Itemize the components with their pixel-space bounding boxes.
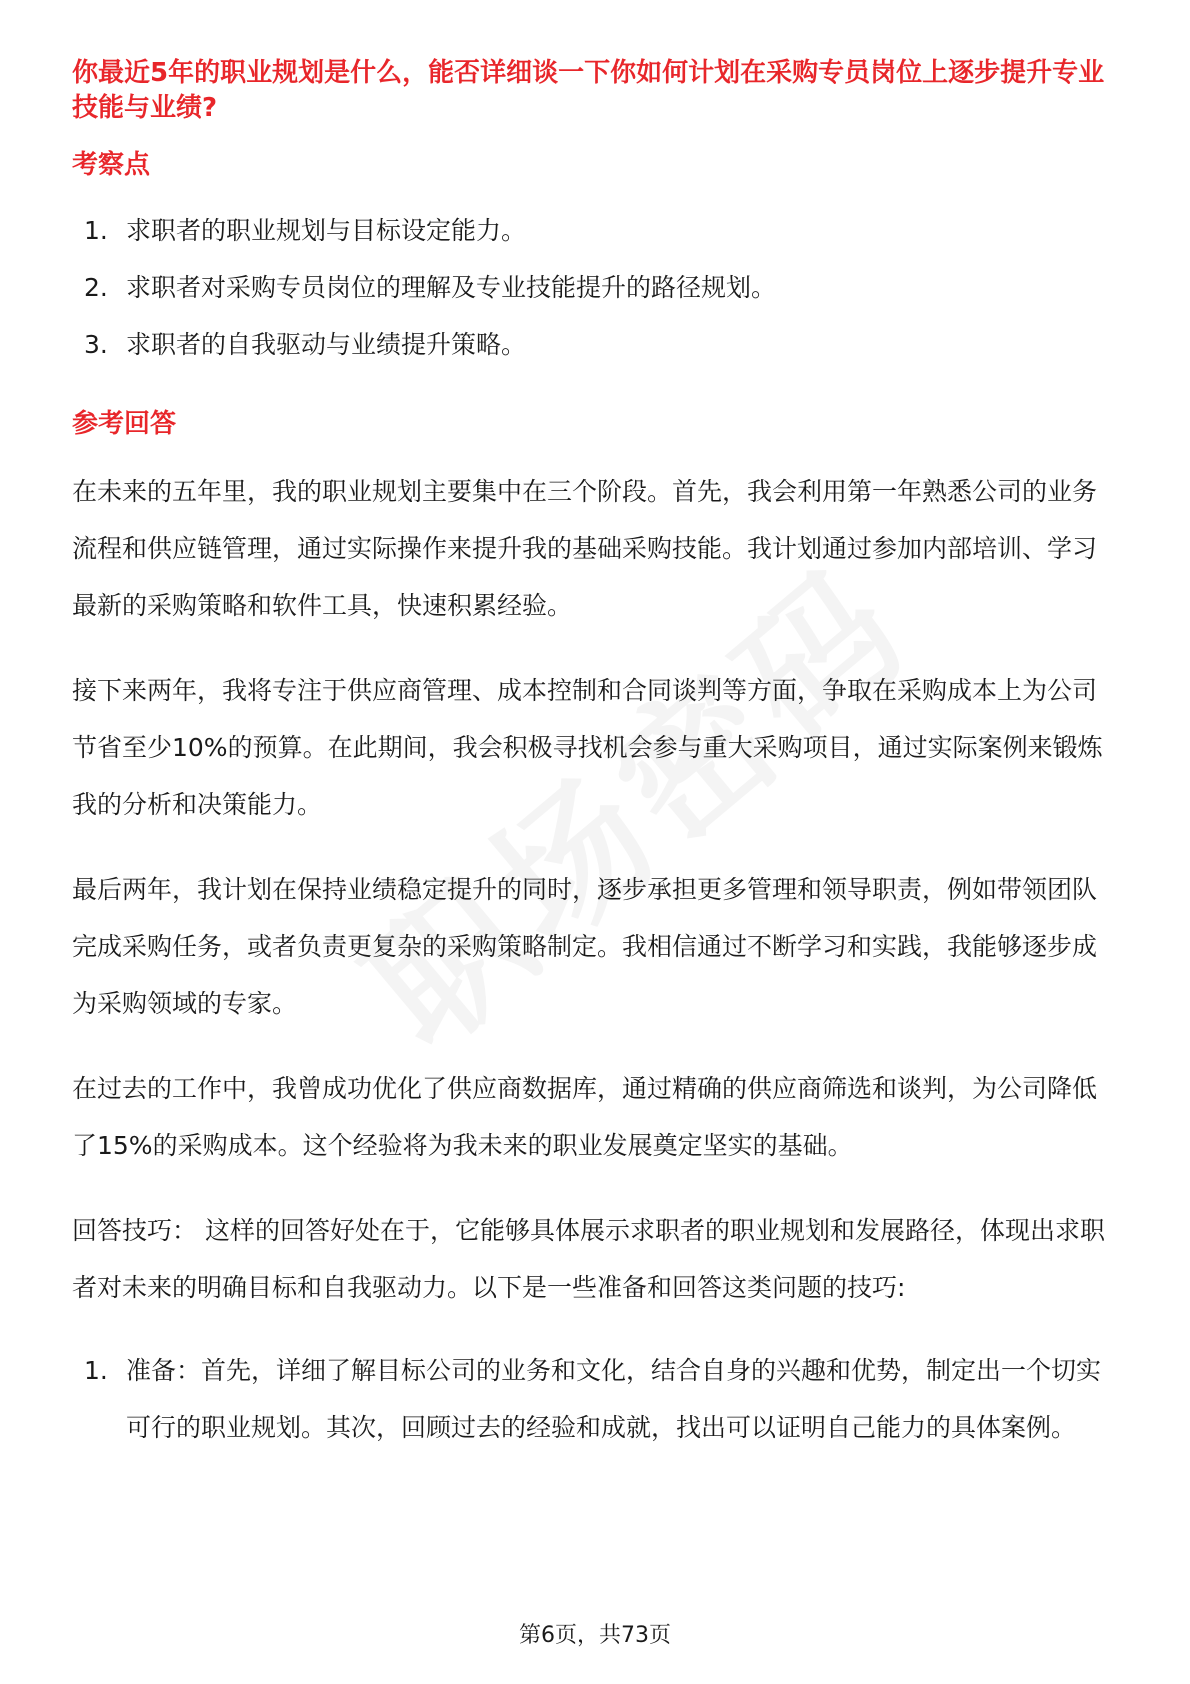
section-title-points: 考察点 xyxy=(72,150,151,180)
list-item-text: 求职者对采购专员岗位的理解及专业技能提升的路径规划。 xyxy=(126,273,777,302)
list-item-text: 准备：首先，详细了解目标公司的业务和文化，结合自身的兴趣和优势，制定出一个切实可行的职业规划。其次，回顾过去的经验和成就，找出可以证明自己能力的具体案例。 xyxy=(126,1356,1102,1442)
list-item xyxy=(72,316,1118,373)
list-item-number: 2. xyxy=(84,273,108,302)
page-number: 第6页，共73页 xyxy=(519,1623,671,1648)
points-list xyxy=(72,202,1118,373)
answer-paragraph: 在过去的工作中，我曾成功优化了供应商数据库，通过精确的供应商筛选和谈判，为公司降低了15%的采购成本。这个经验将为我未来的职业发展奠定坚实的基础。 xyxy=(72,1074,1098,1160)
list-item-number: 3. xyxy=(84,330,108,359)
question-heading: 你最近5年的职业规划是什么，能否详细谈一下你如何计划在采购专员岗位上逐步提升专业技能与业绩? xyxy=(72,58,1105,123)
list-item-text: 求职者的自我驱动与业绩提升策略。 xyxy=(126,330,527,359)
list-item-text: 求职者的职业规划与目标设定能力。 xyxy=(126,216,527,245)
answer-paragraph: 最后两年，我计划在保持业绩稳定提升的同时，逐步承担更多管理和领导职责，例如带领团队完成采购任务，或者负责更复杂的采购策略制定。我相信通过不断学习和实践，我能够逐步成为采购领域的专家。 xyxy=(72,875,1098,1018)
list-item xyxy=(72,1342,1118,1456)
section-title-answer: 参考回答 xyxy=(72,409,177,439)
list-item-number: 1. xyxy=(84,1356,108,1385)
answer-paragraph: 接下来两年，我将专注于供应商管理、成本控制和合同谈判等方面，争取在采购成本上为公司节省至少10%的预算。在此期间，我会积极寻找机会参与重大采购项目，通过实际案例来锻炼我的分析和决策能力。 xyxy=(72,676,1103,819)
list-item xyxy=(72,202,1118,259)
document-content xyxy=(72,56,1118,1456)
tips-list xyxy=(72,1342,1118,1456)
list-item-number: 1. xyxy=(84,216,108,245)
answer-tips-intro: 回答技巧： 这样的回答好处在于，它能够具体展示求职者的职业规划和发展路径，体现出求职者对未来的明确目标和自我驱动力。以下是一些准备和回答这类问题的技巧: xyxy=(72,1216,1105,1302)
list-item xyxy=(72,259,1118,316)
answer-paragraph: 在未来的五年里，我的职业规划主要集中在三个阶段。首先，我会利用第一年熟悉公司的业务流程和供应链管理，通过实际操作来提升我的基础采购技能。我计划通过参加内部培训、学习最新的采购策略和软件工具，快速积累经验。 xyxy=(72,477,1098,620)
